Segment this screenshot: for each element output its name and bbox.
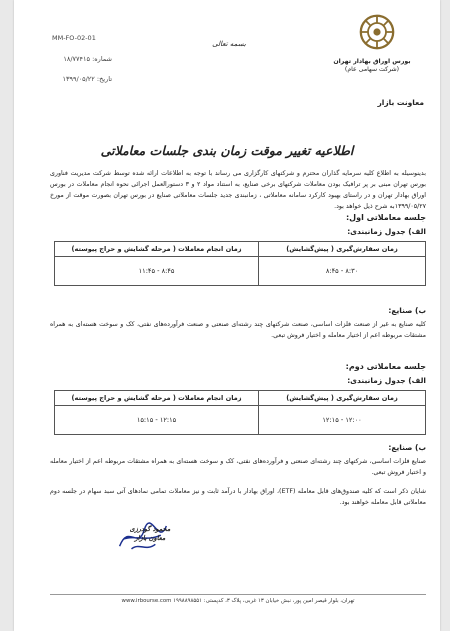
document-page [14,0,440,631]
footer-address: تهران، بلوار قیصر امین پور، نبش خیابان ۱۳ غربی، پلاک ۳، کدپستی: ۱۹۹۸۸۹۸۵۵۱ www.irbourse.com [121,598,355,604]
department-label: معاونت بازار [377,98,424,107]
col-order-time: زمان سفارش‌گیری ( پیش‌گشایش) [259,242,426,257]
trade-time-value: ۱۲:۱۵ - ۱۵:۱۵ [55,406,259,435]
session2-schedule-table [54,390,426,435]
session2-heading: جلسه معاملاتی دوم: [345,362,426,371]
notice-title: اطلاعیه تغییر موقت زمان بندی جلسات معاملاتی [100,143,354,158]
session2-note: شایان ذکر است که کلیه صندوق‌های قابل معامله (ETF)، اوراق بهادار با درآمد ثابت و نیز معاملات تمامی نمادهای آتی سبد سهام در جلسه دوم معاملاتی قابل معامله خواهند بود. [50,488,427,506]
intro-paragraph: بدینوسیله به اطلاع کلیه سرمایه گذاران محترم و شرکتهای کارگزاری می رساند با توجه به اطلاعات ارائه شده توسط شرکت مدیریت فناوری بورس تهران مبنی بر پر ترافیک بودن معاملات شرکتهای برخی صنایع، به استناد مواد ۲ و ۳ دستورالعمل اجرائی نحوه انجام معاملات در بورس اوراق بهادار تهران و در راستای بهبود کارکرد سامانه معاملاتی ، زمانبندی جدید جلسات معاملاتی صنایع در بورس تهران بصورت موقت از مورخ ۱۳۹۹/۰۵/۲۷به شرح ذیل خواهد بود. [50,170,427,210]
table-header-row [55,242,426,257]
table-row [55,257,426,286]
session1-heading: جلسه معاملاتی اول: [345,213,426,222]
signatory-name: محمود گودرزی [129,525,171,533]
table-header-row [55,391,426,406]
signatory-role: معاون بازار [134,534,166,542]
table-row [55,406,426,435]
signature-block [100,525,200,543]
emblem-icon [359,14,395,50]
letter-number: شماره: ۱۸/۷۷۴۱۵ [63,55,112,63]
order-time-value: ۸:۳۰ - ۸:۴۵ [259,257,426,286]
organization-name: بورس اوراق بهادار تهران (شرکت سهامی عام) [333,58,411,73]
col-trade-time: زمان انجام معاملات ( مرحله گشایش و حراج پیوسته) [55,391,259,406]
session2-industries-text: صنایع فلزات اساسی، شرکتهای چند رشته‌ای صنعتی و فرآورده‌های نفتی، کک و سوخت هسته‌ای به همراه مشتقات مربوطه اعم از اختیار معامله و اختیار فروش تبعی. [50,458,426,476]
session2-industries-heading: ب) صنایع: [388,443,426,452]
session1-schedule-table [54,241,426,286]
session1-industries-text: کلیه صنایع به غیر از صنعت فلزات اساسی، صنعت شرکتهای چند رشته‌ای صنعتی و صنعت فرآورده‌های نفتی، کک و سوخت هسته‌ای به همراه مشتقات مربوطه اعم از اختیار معامله و اختیار فروش تبعی. [50,321,426,339]
form-code: MM-FO-02-01 [52,34,96,42]
basmala: بسمه تعالی [212,40,246,48]
session2-schedule-heading: الف) جدول زمانبندی: [347,376,426,385]
letter-date: تاریخ: ۱۳۹۹/۰۵/۲۲ [62,75,112,83]
session1-schedule-heading: الف) جدول زمانبندی: [347,227,426,236]
trade-time-value: ۸:۴۵ - ۱۱:۴۵ [55,257,259,286]
order-time-value: ۱۲:۰۰ - ۱۲:۱۵ [259,406,426,435]
col-trade-time: زمان انجام معاملات ( مرحله گشایش و حراج پیوسته) [55,242,259,257]
footer-divider [50,594,426,595]
session1-industries-heading: ب) صنایع: [388,306,426,315]
col-order-time: زمان سفارش‌گیری ( پیش‌گشایش) [259,391,426,406]
